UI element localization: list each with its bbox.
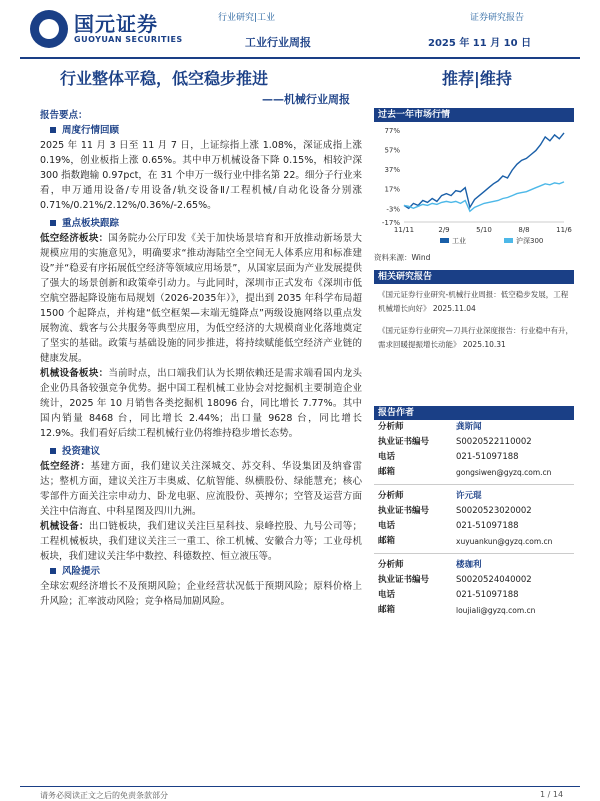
related-report[interactable] xyxy=(374,284,574,320)
summary-paragraph xyxy=(40,138,362,213)
market-chart-header: 过去一年市场行情 xyxy=(374,108,574,122)
report-date: 2025 年 11 月 10 日 xyxy=(428,38,532,49)
cert-label: 执业证书编号 xyxy=(378,575,430,585)
report-type: 证券研究报告 xyxy=(470,13,525,23)
tel-number: 021-51097188 xyxy=(456,452,519,462)
x-tick-label: 5/10 xyxy=(476,226,492,234)
y-tick-label: 17% xyxy=(384,185,400,194)
footer-disclaimer: 请务必阅读正文之后的免责条款部分 xyxy=(40,791,168,800)
company-logo xyxy=(30,8,200,52)
mail-label: 邮箱 xyxy=(378,536,396,546)
x-tick-label: 11/11 xyxy=(393,226,415,234)
chart-source: 资料来源：Wind xyxy=(374,253,431,262)
mail-address[interactable]: loujiali@gyzq.com.cn xyxy=(456,606,536,615)
page-header xyxy=(0,0,600,60)
breadcrumb: 行业研究|工业 xyxy=(218,13,276,23)
mail-address[interactable]: xuyuankun@gyzq.com.cn xyxy=(456,537,553,546)
y-tick-label: -17% xyxy=(381,219,400,227)
cert-number: S0020523020002 xyxy=(456,506,532,516)
header-title: 工业行业周报 xyxy=(245,36,311,49)
series-line-industry xyxy=(404,133,564,208)
tel-number: 021-51097188 xyxy=(456,521,519,531)
analyst-label: 分析师 xyxy=(378,422,404,432)
section-heading: 重点板块跟踪 xyxy=(50,216,362,231)
series-line-csi300 xyxy=(404,182,564,211)
footer-divider xyxy=(20,786,580,787)
summary-paragraph xyxy=(40,231,362,366)
analyst-label: 分析师 xyxy=(378,560,404,570)
analyst-label: 分析师 xyxy=(378,491,404,501)
legend-swatch xyxy=(440,238,449,243)
analyst-name: 龚斯闻 xyxy=(456,422,482,432)
cert-number: S0020524040002 xyxy=(456,575,532,585)
paragraph-text: 2025 年 11 月 3 日至 11 月 7 日，上证综指上涨 1.08%，深证成指上涨 0.19%，创业板指上涨 0.65%。其中申万机械设备下降 0.15%，相较沪深 300 指数跑输 0.97pct，在 31 个申万一级行业中排名第 22。细分子行业来看，申万通用设备/专用设备/轨交设备Ⅱ/工程机械/自动化设备分别涨 0.71%/0.21%/2.12%/0.36%/-2.65%。 xyxy=(40,140,362,211)
author-card xyxy=(374,484,574,549)
summary-paragraph xyxy=(40,579,362,609)
paragraph-text: 国务院办公厅印发《关于加快场景培育和开放推动新场景大规模应用的实施意见》，明确要求“推动海陆空全空间无人体系应用和标准建设”并“稳妥有序拓展低空经济等领域应用场景”，从国家层面为产业发展提供了强大的场景创新和政策牵引动力。与此同时，深圳市正式发布《深圳市低空航空器起降设施布局规划（2026-2035年）》，提出到 2035 年科学布局超 1500 个起降点，并构建“低空框架—末端无缝降点”两级设施网络以重点发展物流、载客与公共服务等典型应用，为低空经济的大规模商业化落地奠定了坚实的基础。政策与基础设施的同步推进，将持续赋能低空经济产业链的健康发展。 xyxy=(40,233,362,364)
mail-label: 邮箱 xyxy=(378,605,396,615)
related-report[interactable] xyxy=(374,320,574,356)
paragraph-lead: 低空经济板块： xyxy=(40,233,109,244)
related-report-title: 《国元证券行业研究—刀具行业深度报告：行业稳中有升，需求回暖提振增长动能》 xyxy=(378,326,573,349)
header-divider xyxy=(20,57,580,59)
cert-number: S0020522110002 xyxy=(456,437,532,447)
summary-paragraph xyxy=(40,519,362,564)
summary-paragraph xyxy=(40,366,362,441)
rating-badge: 推荐|维持 xyxy=(442,69,512,88)
tel-label: 电话 xyxy=(378,521,396,531)
tel-label: 电话 xyxy=(378,590,396,600)
cert-label: 执业证书编号 xyxy=(378,437,430,447)
cert-label: 执业证书编号 xyxy=(378,506,430,516)
logo-text-cn: 国元证券 xyxy=(74,12,158,36)
legend-swatch xyxy=(504,238,513,243)
paragraph-text: 当前时点，出口端我们认为长期依赖还是需求端看国内龙头企业仍具备较强竞争优势。据中国工程机械工业协会对挖掘机主要制造企业统计，2025 年 10 月销售各类挖掘机 18096 台，同比增长 7.77%。其中国内销量 8468 台，同比增长 2.44%；出口量 9628 台，同比增长 12.9%。我们看好后续工程机械行业仍将维持稳步增长态势。 xyxy=(40,368,362,439)
page-number: 1 / 14 xyxy=(540,790,564,799)
x-tick-label: 11/6 xyxy=(556,226,572,234)
logo-mark-icon xyxy=(30,10,68,48)
page-subtitle: ——机械行业周报 xyxy=(262,93,350,106)
paragraph-text: 全球宏观经济增长不及预期风险；企业经营状况低于预期风险；原料价格上升风险；汇率波动风险；竞争格局加剧风险。 xyxy=(40,581,362,607)
section-heading: 投资建议 xyxy=(50,444,362,459)
section-heading: 风险提示 xyxy=(50,564,362,579)
y-tick-label: -3% xyxy=(386,205,400,214)
summary-paragraph xyxy=(40,459,362,519)
summary-label: 报告要点： xyxy=(40,110,88,121)
tel-number: 021-51097188 xyxy=(456,590,519,600)
paragraph-lead: 低空经济： xyxy=(40,461,91,472)
legend-label: 沪深300 xyxy=(516,237,544,245)
paragraph-lead: 机械设备板块： xyxy=(40,368,109,379)
analyst-name: 楼珈利 xyxy=(456,560,482,570)
author-card xyxy=(374,553,574,618)
x-tick-label: 2/9 xyxy=(438,226,450,234)
y-tick-label: 37% xyxy=(384,166,400,175)
y-tick-label: 77% xyxy=(384,127,400,135)
paragraph-text: 基建方面，我们建议关注深城交、苏交科、华设集团及纳睿雷达；整机方面，建议关注万丰奥威、亿航智能、纵横股份、绿能慧充；核心零部件方面关注宗申动力、卧龙电驱、应流股份、英搏尔；空管及运营方面关注中信海直、中科星图及四川九洲。 xyxy=(40,461,362,517)
market-chart-svg xyxy=(374,122,574,248)
logo-text-en: GUOYUAN SECURITIES xyxy=(74,35,183,44)
related-report-date: 2025.10.31 xyxy=(462,340,506,349)
author-card xyxy=(374,420,574,480)
x-tick-label: 8/8 xyxy=(518,226,530,234)
analyst-name: 许元琨 xyxy=(456,491,482,501)
related-report-title: 《国元证券行业研究-机械行业周报：低空稳步发展，工程机械增长向好》 xyxy=(378,290,569,313)
y-tick-label: 57% xyxy=(384,146,400,155)
summary-column xyxy=(40,108,362,609)
related-header: 相关研究报告 xyxy=(374,270,574,284)
page-title: 行业整体平稳，低空稳步推进 xyxy=(60,69,269,88)
authors-header: 报告作者 xyxy=(374,406,574,420)
legend-label: 工业 xyxy=(452,237,466,245)
market-chart xyxy=(374,122,574,248)
paragraph-lead: 机械设备： xyxy=(40,521,89,532)
related-report-date: 2025.11.04 xyxy=(432,304,476,313)
mail-address[interactable]: gongsiwen@gyzq.com.cn xyxy=(456,468,552,477)
sidebar-column xyxy=(374,108,574,618)
mail-label: 邮箱 xyxy=(378,467,396,477)
tel-label: 电话 xyxy=(378,452,396,462)
section-heading: 周度行情回顾 xyxy=(50,123,362,138)
paragraph-text: 出口链板块，我们建议关注巨星科技、泉峰控股、九号公司等；工程机械板块，我们建议关注三一重工、徐工机械、安徽合力等；工业母机板块，我们建议关注华中数控、科德数控、恒立液压等。 xyxy=(40,521,362,562)
